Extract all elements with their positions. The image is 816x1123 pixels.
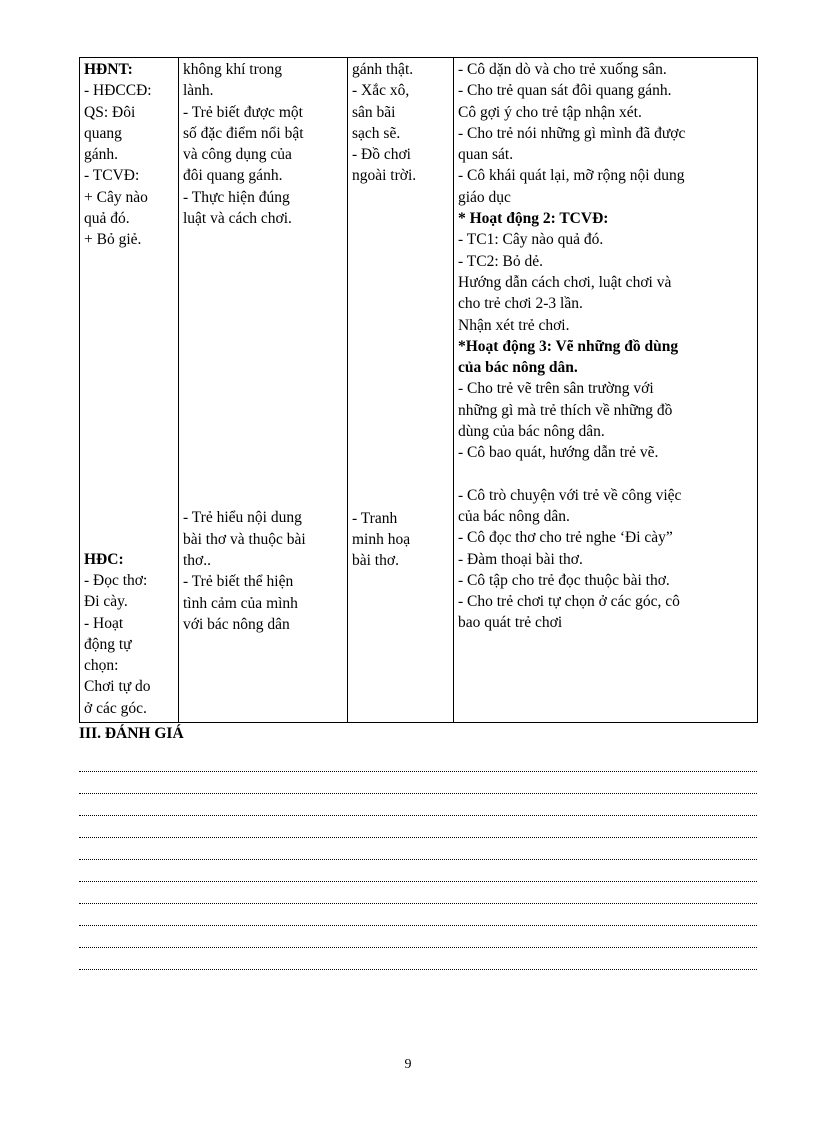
col4-line: - Cô trò chuyện với trẻ về công việc — [458, 486, 682, 504]
col4-line: - Cho trẻ quan sát đôi quang gánh. — [458, 82, 672, 100]
col4-line: - Cho trẻ vẽ trên sân trường với — [458, 380, 654, 398]
activity-3-heading-part: *Hoạt động 3 — [458, 337, 547, 355]
col3-line: gánh thật. — [352, 61, 414, 78]
col4-line: quan sát. — [458, 146, 514, 164]
col2-line: với bác nông dân — [183, 615, 290, 633]
evaluation-line — [79, 816, 757, 838]
col4-line: Hướng dẫn cách chơi, luật chơi và — [458, 273, 672, 291]
col1-top — [84, 59, 174, 251]
col3-bottom — [352, 508, 449, 572]
objectives-column — [179, 58, 348, 723]
col2-line: đôi quang gánh. — [183, 167, 283, 185]
activity-3-heading — [458, 336, 753, 357]
col2-line: không khí trong — [183, 61, 283, 78]
col3-line: minh hoạ — [352, 531, 411, 549]
activity-3-heading-part: : Vẽ những đồ dùng — [546, 337, 679, 355]
col4-line: - Cho trẻ nói những gì mình đã được — [458, 124, 686, 142]
col3-line: - Tranh — [352, 509, 398, 527]
col4-line: những gì mà trẻ thích về những đồ — [458, 401, 673, 419]
col2-line: số đặc điểm nổi bật — [183, 124, 304, 142]
col4-line: Nhận xét trẻ chơi. — [458, 316, 570, 334]
col4-line: - Cô bao quát, hướng dẫn trẻ vẽ. — [458, 444, 659, 462]
col2-line: - Trẻ hiểu nội dung — [183, 509, 302, 527]
col2-line: và công dụng của — [183, 146, 292, 164]
evaluation-line — [79, 860, 757, 882]
activity-2-heading: * Hoạt động 2: TCVĐ: — [458, 210, 609, 228]
col1-line: HĐC: — [84, 550, 124, 568]
col2-line: - Thực hiện đúng — [183, 188, 290, 206]
col1-line: - HĐCCĐ: — [84, 82, 152, 100]
col3-line: sân bãi — [352, 103, 396, 121]
col1-line: Đi cày. — [84, 593, 128, 611]
col1-line: HĐNT: — [84, 61, 133, 78]
col2-bottom — [183, 507, 343, 635]
page-number: 9 — [404, 1057, 412, 1072]
evaluation-line — [79, 772, 757, 794]
col2-top — [183, 59, 343, 229]
col1-line: ở các góc. — [84, 699, 147, 717]
col4-line: bao quát trẻ chơi — [458, 614, 563, 632]
col4-line: cho trẻ chơi 2-3 lần. — [458, 295, 583, 313]
col4-line: - TC1: Cây nào quả đó. — [458, 231, 604, 249]
materials-column — [348, 58, 454, 723]
col3-line: sạch sẽ. — [352, 124, 401, 142]
evaluation-line — [79, 882, 757, 904]
procedure-column — [454, 58, 758, 723]
col4-line: của bác nông dân. — [458, 507, 570, 525]
col4-line: Cô gợi ý cho trẻ tập nhận xét. — [458, 103, 642, 121]
col1-line: + Bỏ giẻ. — [84, 231, 142, 249]
col4-line: - Cô dặn dò và cho trẻ xuống sân. — [458, 61, 667, 78]
col1-line: động tự — [84, 635, 132, 653]
col1-line: quả đó. — [84, 210, 130, 228]
col1-line: chọn: — [84, 657, 119, 675]
col3-line: bài thơ. — [352, 552, 399, 570]
col3-line: ngoài trời. — [352, 167, 417, 185]
col4-line: - Cho trẻ chơi tự chọn ở các góc, cô — [458, 593, 680, 611]
col4-top — [458, 59, 753, 464]
col2-line: luật và cách chơi. — [183, 210, 292, 228]
col3-line: - Xắc xô, — [352, 82, 410, 100]
col1-line: quang — [84, 124, 122, 142]
evaluation-line — [79, 948, 757, 970]
table-row — [80, 58, 758, 723]
col1-line: Chơi tự do — [84, 678, 151, 696]
col2-line: thơ.. — [183, 551, 212, 569]
col2-line: tình cảm của mình — [183, 594, 298, 612]
col3-line: - Đồ chơi — [352, 146, 411, 164]
evaluation-line — [79, 794, 757, 816]
evaluation-line — [79, 926, 757, 948]
evaluation-heading: III. ĐÁNH GIÁ — [79, 725, 184, 742]
col4-line: dùng của bác nông dân. — [458, 423, 605, 441]
col4-line: giáo dục — [458, 188, 511, 206]
evaluation-line — [79, 904, 757, 926]
col4-line: - Đàm thoại bài thơ. — [458, 550, 583, 568]
col2-line: - Trẻ biết thể hiện — [183, 573, 294, 591]
activity-3-heading-cont: của bác nông dân. — [458, 359, 578, 377]
evaluation-line — [79, 838, 757, 860]
col1-line: + Cây nào — [84, 188, 148, 206]
col1-line: - TCVĐ: — [84, 167, 140, 185]
evaluation-line — [79, 750, 757, 772]
col2-line: lành. — [183, 82, 214, 100]
lesson-plan-table — [79, 57, 758, 723]
col2-line: - Trẻ biết được một — [183, 103, 303, 121]
col1-line: QS: Đôi — [84, 103, 136, 121]
col4-line: - Cô khái quát lại, mỡ rộng nội dung — [458, 167, 685, 185]
evaluation-dotted-lines — [79, 750, 757, 970]
col4-bottom — [458, 485, 753, 634]
col3-top — [352, 59, 449, 187]
col1-line: - Đọc thơ: — [84, 571, 148, 589]
col1-bottom — [84, 549, 174, 719]
col1-line: - Hoạt — [84, 614, 124, 632]
col4-line: - TC2: Bỏ dẻ. — [458, 252, 543, 270]
col4-line: - Cô đọc thơ cho trẻ nghe ‘Đi cày” — [458, 529, 673, 547]
col4-line: - Cô tập cho trẻ đọc thuộc bài thơ. — [458, 571, 670, 589]
col2-line: bài thơ và thuộc bài — [183, 530, 306, 548]
activity-column — [80, 58, 179, 723]
col1-line: gánh. — [84, 146, 119, 164]
